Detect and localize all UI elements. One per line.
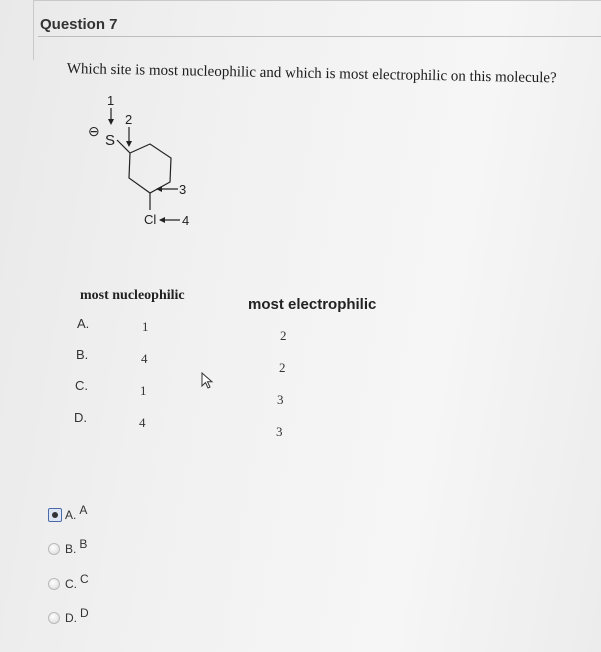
title-divider [38,36,601,37]
site-label-4: 4 [182,213,190,228]
radio-selected-dot [52,512,58,518]
answer-option-d[interactable] [48,606,89,625]
top-border [34,0,601,1]
nucleophilic-value-c: 1 [140,383,147,398]
answer-text-c: C [80,572,89,586]
answer-label-a: A. [65,508,77,522]
site-label-3: 3 [179,182,187,197]
answer-label-c: C. [65,577,77,591]
radio-button-b[interactable] [48,543,60,555]
header-most-nucleophilic: most nucleophilic [80,288,185,303]
radio-button-a[interactable] [48,508,62,522]
option-letter-b: B. [76,347,89,362]
site-label-2: 2 [125,112,133,127]
header-most-electrophilic: most electrophilic [248,296,377,313]
answer-text-b: B [79,537,88,551]
option-letter-c: C. [75,378,88,393]
answer-label-d: D. [65,611,77,625]
answer-label-b: B. [65,542,77,556]
left-border [33,0,34,60]
cyclohexane-ring [129,144,171,193]
answer-option-c[interactable] [48,572,89,591]
nucleophilic-value-b: 4 [141,351,148,366]
mouse-cursor-icon [201,372,215,390]
question-title: Question 7 [40,16,118,33]
nucleophilic-value-a: 1 [142,319,149,334]
molecule-diagram [80,86,220,236]
radio-button-d[interactable] [48,612,60,624]
chlorine-atom: Cl [144,212,157,227]
answer-text-d: D [80,606,89,620]
site-label-1: 1 [107,93,115,108]
radio-button-c[interactable] [48,578,60,590]
electrophilic-value-c: 3 [277,392,284,407]
answer-option-a[interactable] [48,503,88,522]
electrophilic-value-d: 3 [276,424,283,439]
electrophilic-value-a: 2 [280,328,287,343]
electrophilic-value-b: 2 [279,360,286,375]
sulfur-atom: S [105,132,116,149]
answer-option-b[interactable] [48,537,88,556]
option-letter-a: A. [77,316,90,331]
option-letter-d: D. [74,410,87,425]
nucleophilic-value-d: 4 [139,415,146,430]
question-text: Which site is most nucleophilic and which is most electrophilic on this molecule? [66,61,557,87]
charge-symbol: ⊖ [88,123,100,139]
answer-text-a: A [79,503,88,517]
